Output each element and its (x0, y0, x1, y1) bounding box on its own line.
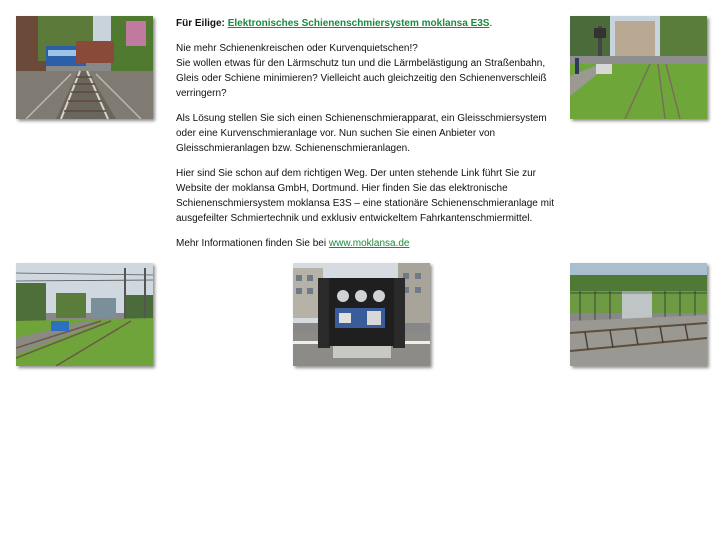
lead-suffix: . (489, 18, 493, 29)
more-info-paragraph (176, 236, 561, 251)
photo-lubrication-cabinet (293, 263, 430, 366)
moklansa-website-link[interactable]: www.moklansa.de (328, 238, 410, 249)
intro-line-2: Sie wollen etwas für den Lärmschutz tun und die Lärmbelästigung an Straßenbahn, Gleis oder Schiene minimieren? Vielleicht auch gleichzeitig den Schienenverschleiß verringern? (176, 58, 547, 99)
more-info-text: Mehr Informationen finden Sie bei (176, 238, 329, 249)
intro-line-1: Nie mehr Schienenkreischen oder Kurvenquietschen!? (176, 43, 418, 54)
solution-paragraph: Als Lösung stellen Sie sich einen Schienenschmierapparat, ein Gleisschmiersystem oder eine Kurvenschmieranlage vor. Nun suchen Sie einen Anbieter von Gleisschmieranlagen bzw. Schienenschmieranlagen. (176, 113, 547, 154)
photo-cabinet-track (570, 263, 707, 366)
lead-line (176, 16, 561, 31)
intro-paragraph (176, 41, 561, 101)
lead-prefix: Für Eilige: (176, 18, 225, 29)
photo-tram-line-green (16, 263, 153, 366)
photo-grass-track (570, 16, 707, 119)
product-link[interactable]: Elektronisches Schienenschmiersystem moklansa E3S (227, 18, 490, 29)
photo-tram-tracks (16, 16, 153, 119)
link-paragraph: Hier sind Sie schon auf dem richtigen Weg. Der unten stehende Link führt Sie zur Website der moklansa GmbH, Dortmund. Hier finden Sie das elektronische Schienenschmiersystem moklansa E3S – eine stationäre Schienenschmieranlage mit ausgefeilter Schmiertechnik und exklusiv entwickeltem Fahrkantenschmiermittel. (176, 168, 554, 224)
main-content (176, 16, 561, 261)
